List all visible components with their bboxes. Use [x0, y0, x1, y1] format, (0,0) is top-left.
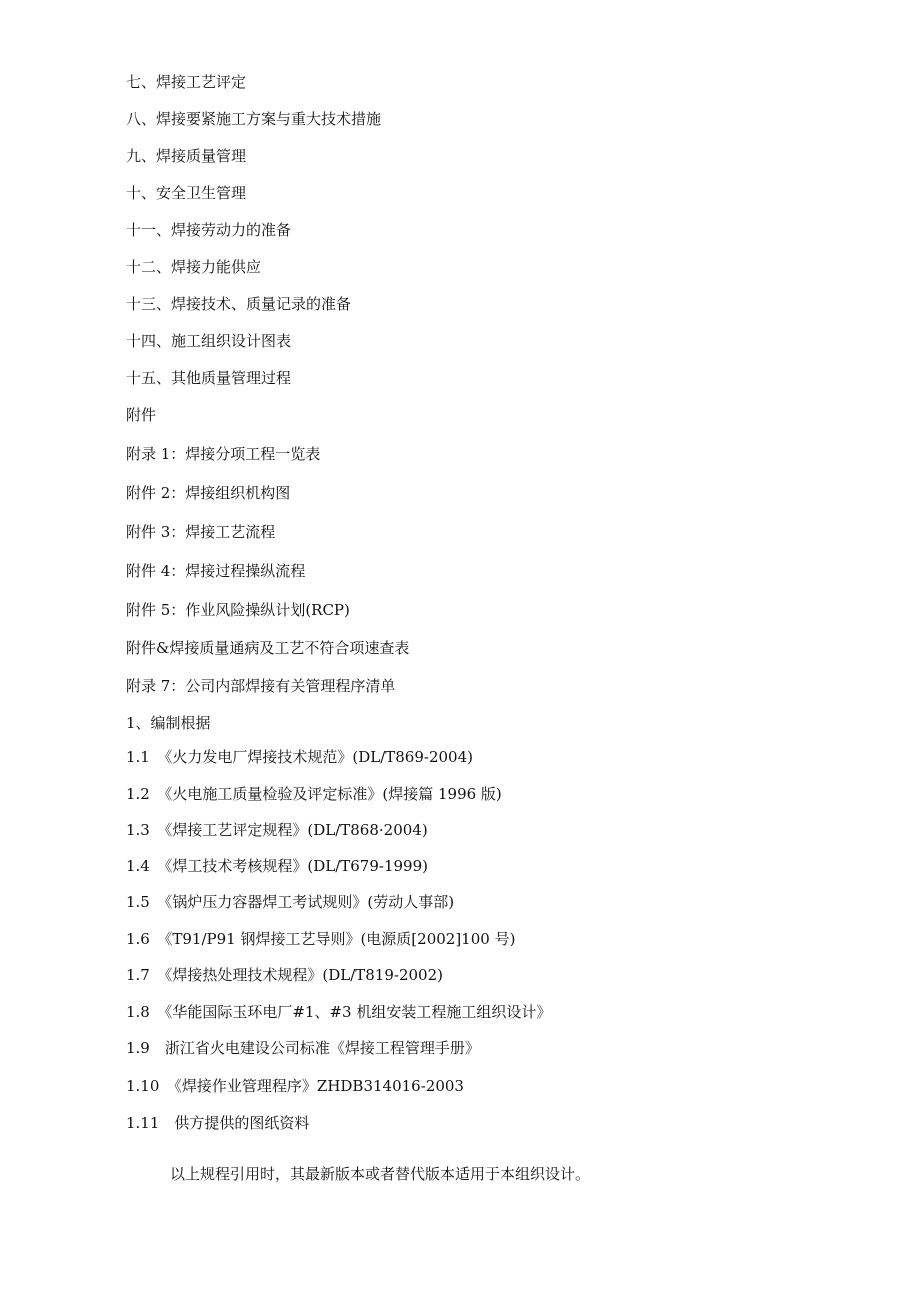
reference-item-1-1: 1.1 《火力发电厂焊接技术规范》(DL/T869-2004) — [126, 748, 473, 766]
toc-appendix-4: 附件 4：焊接过程操纵流程 — [126, 562, 306, 580]
reference-item-1-5: 1.5 《锅炉压力容器焊工考试规则》(劳动人事部) — [126, 893, 455, 911]
toc-item-13: 十三、焊接技术、质量记录的准备 — [126, 295, 352, 313]
toc-item-11: 十一、焊接劳动力的准备 — [126, 221, 292, 239]
toc-appendix-heading: 附件 — [126, 406, 157, 424]
toc-appendix-1: 附录 1：焊接分项工程一览表 — [126, 445, 321, 463]
toc-item-12: 十二、焊接力能供应 — [126, 258, 262, 276]
reference-item-1-2: 1.2 《火电施工质量检验及评定标准》(焊接篇 1996 版) — [126, 785, 502, 803]
toc-item-14: 十四、施工组织设计图表 — [126, 332, 292, 350]
reference-item-1-11: 1.11 供方提供的图纸资料 — [126, 1114, 310, 1132]
reference-item-1-3: 1.3 《焊接工艺评定规程》(DL/T868·2004) — [126, 821, 428, 839]
toc-appendix-2: 附件 2：焊接组织机构图 — [126, 484, 291, 502]
reference-item-1-7: 1.7 《焊接热处理技术规程》(DL/T819-2002) — [126, 966, 443, 984]
toc-item-15: 十五、其他质量管理过程 — [126, 369, 292, 387]
toc-item-10: 十、安全卫生管理 — [126, 184, 247, 202]
toc-item-7: 七、焊接工艺评定 — [126, 73, 247, 91]
toc-appendix-5: 附件 5：作业风险操纵计划(RCP) — [126, 601, 350, 619]
toc-item-9: 九、焊接质量管理 — [126, 147, 247, 165]
reference-item-1-6: 1.6 《T91/P91 钢焊接工艺导则》(电源质[2002]100 号) — [126, 930, 516, 948]
section-heading: 1、编制根据 — [126, 714, 211, 732]
reference-item-1-10: 1.10 《焊接作业管理程序》ZHDB314016-2003 — [126, 1077, 464, 1095]
reference-item-1-9: 1.9 浙江省火电建设公司标准《焊接工程管理手册》 — [126, 1039, 480, 1057]
toc-appendix-3: 附件 3：焊接工艺流程 — [126, 523, 276, 541]
toc-appendix-6: 附件&焊接质量通病及工艺不符合项速查表 — [126, 639, 410, 657]
reference-item-1-4: 1.4 《焊工技术考核规程》(DL/T679-1999) — [126, 857, 428, 875]
toc-item-8: 八、焊接要紧施工方案与重大技术措施 — [126, 110, 382, 128]
reference-item-1-8: 1.8 《华能国际玉环电厂#1、#3 机组安装工程施工组织设计》 — [126, 1003, 552, 1021]
closing-paragraph: 以上规程引用时，其最新版本或者替代版本适用于本组织设计。 — [170, 1165, 591, 1183]
toc-appendix-7: 附录 7：公司内部焊接有关管理程序清单 — [126, 677, 396, 695]
